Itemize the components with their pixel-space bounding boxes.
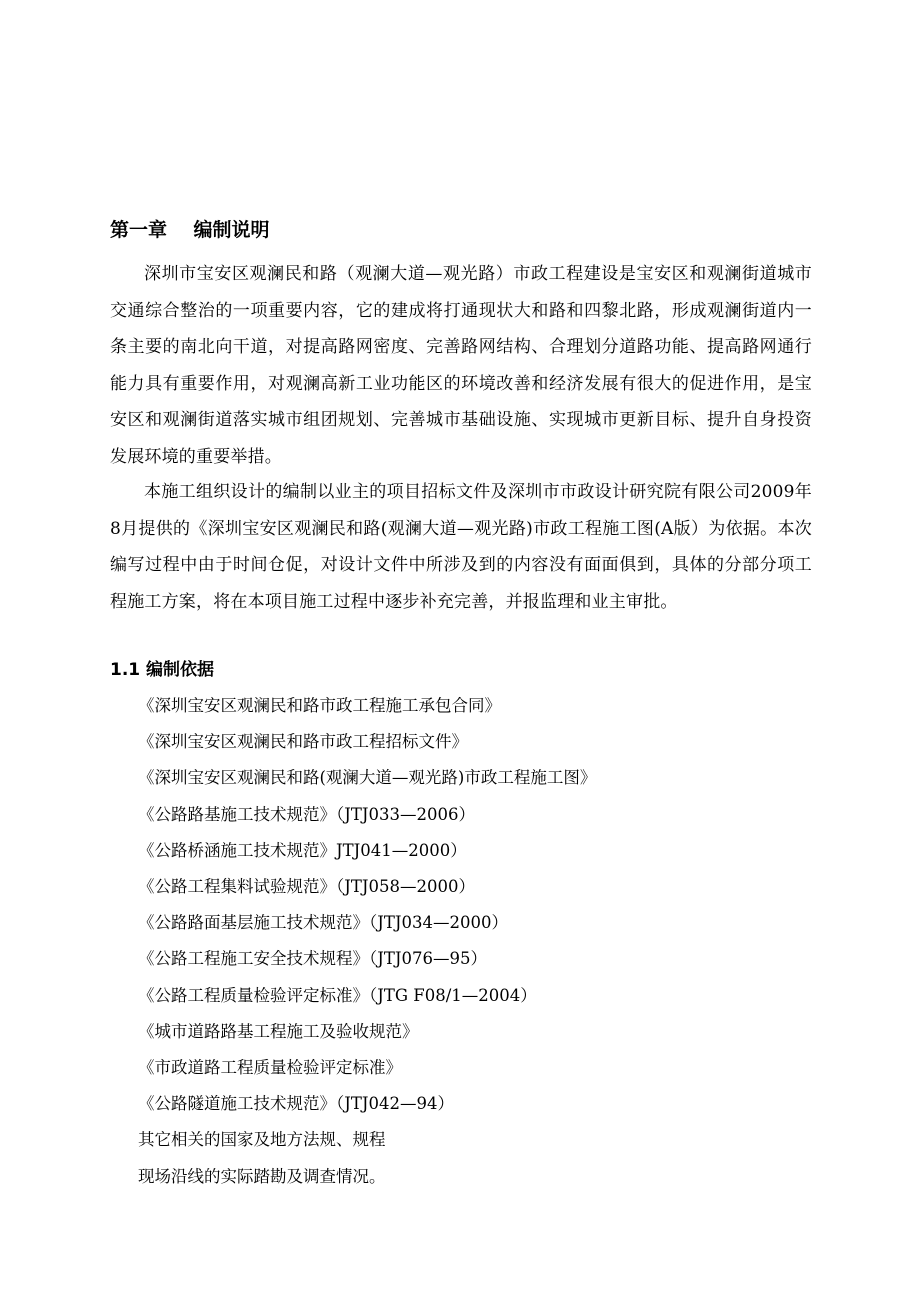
reference-item: 《公路工程质量检验评定标准》（JTG F08/1—2004） xyxy=(138,985,537,1005)
reference-item: 《深圳宝安区观澜民和路市政工程招标文件》 xyxy=(138,732,468,752)
reference-item: 《深圳宝安区观澜民和路(观澜大道—观光路)市政工程施工图》 xyxy=(138,768,597,788)
basis-paragraph: 本施工组织设计的编制以业主的项目招标文件及深圳市市政设计研究院有限公司2009年 8月提供的《深圳宝安区观澜民和路(观澜大道—观光路)市政工程施工图(A版）为依据。本次编写过程中由于时间仓促，对设计文件中所涉及到的内容没有面面俱到，具体的分部分项工程施工方案，将在本项目施工过程中逐步补充完善，并报监理和业主审批。 xyxy=(110,482,812,612)
reference-item: 《深圳宝安区观澜民和路市政工程施工承包合同》 xyxy=(138,696,501,715)
intro-paragraph: 深圳市宝安区观澜民和路（观澜大道—观光路）市政工程建设是宝安区和观澜街道城市交通综合整治的一项重要内容，它的建成将打通现状大和路和四黎北路，形成观澜街道内一条主要的南北向干道，对提高路网密度、完善路网结构、合理划分道路功能、提高路网通行能力具有重要作用，对观澜高新工业功能区的环境改善和经济发展有很大的促进作用，是宝安区和观澜街道落实城市组团规划、完善城市基础设施、实现城市更新目标、提升自身投资发展环境的重要举措。 xyxy=(110,264,812,467)
reference-item: 其它相关的国家及地方法规、规程 xyxy=(138,1130,386,1150)
section-title: 1.1 编制依据 xyxy=(110,660,215,680)
reference-item: 《公路工程施工安全技术规程》（JTJ076—95） xyxy=(138,949,487,969)
chapter-title: 第一章 编制说明 xyxy=(110,219,270,241)
reference-item: 《市政道路工程质量检验评定标准》 xyxy=(138,1058,402,1078)
reference-item: 现场沿线的实际踏勘及调查情况。 xyxy=(138,1166,386,1186)
reference-item: 《公路工程集料试验规范》（JTJ058—2000） xyxy=(138,877,475,897)
reference-item: 《城市道路路基工程施工及验收规范》 xyxy=(138,1021,419,1041)
reference-item: 《公路路基施工技术规范》（JTJ033—2006） xyxy=(138,804,475,824)
reference-list xyxy=(138,688,596,1195)
reference-item: 《公路路面基层施工技术规范》（JTJ034—2000） xyxy=(138,913,508,933)
reference-item: 《公路桥涵施工技术规范》JTJ041—2000） xyxy=(138,840,467,860)
reference-item: 《公路隧道施工技术规范》（JTJ042—94） xyxy=(138,1094,454,1114)
